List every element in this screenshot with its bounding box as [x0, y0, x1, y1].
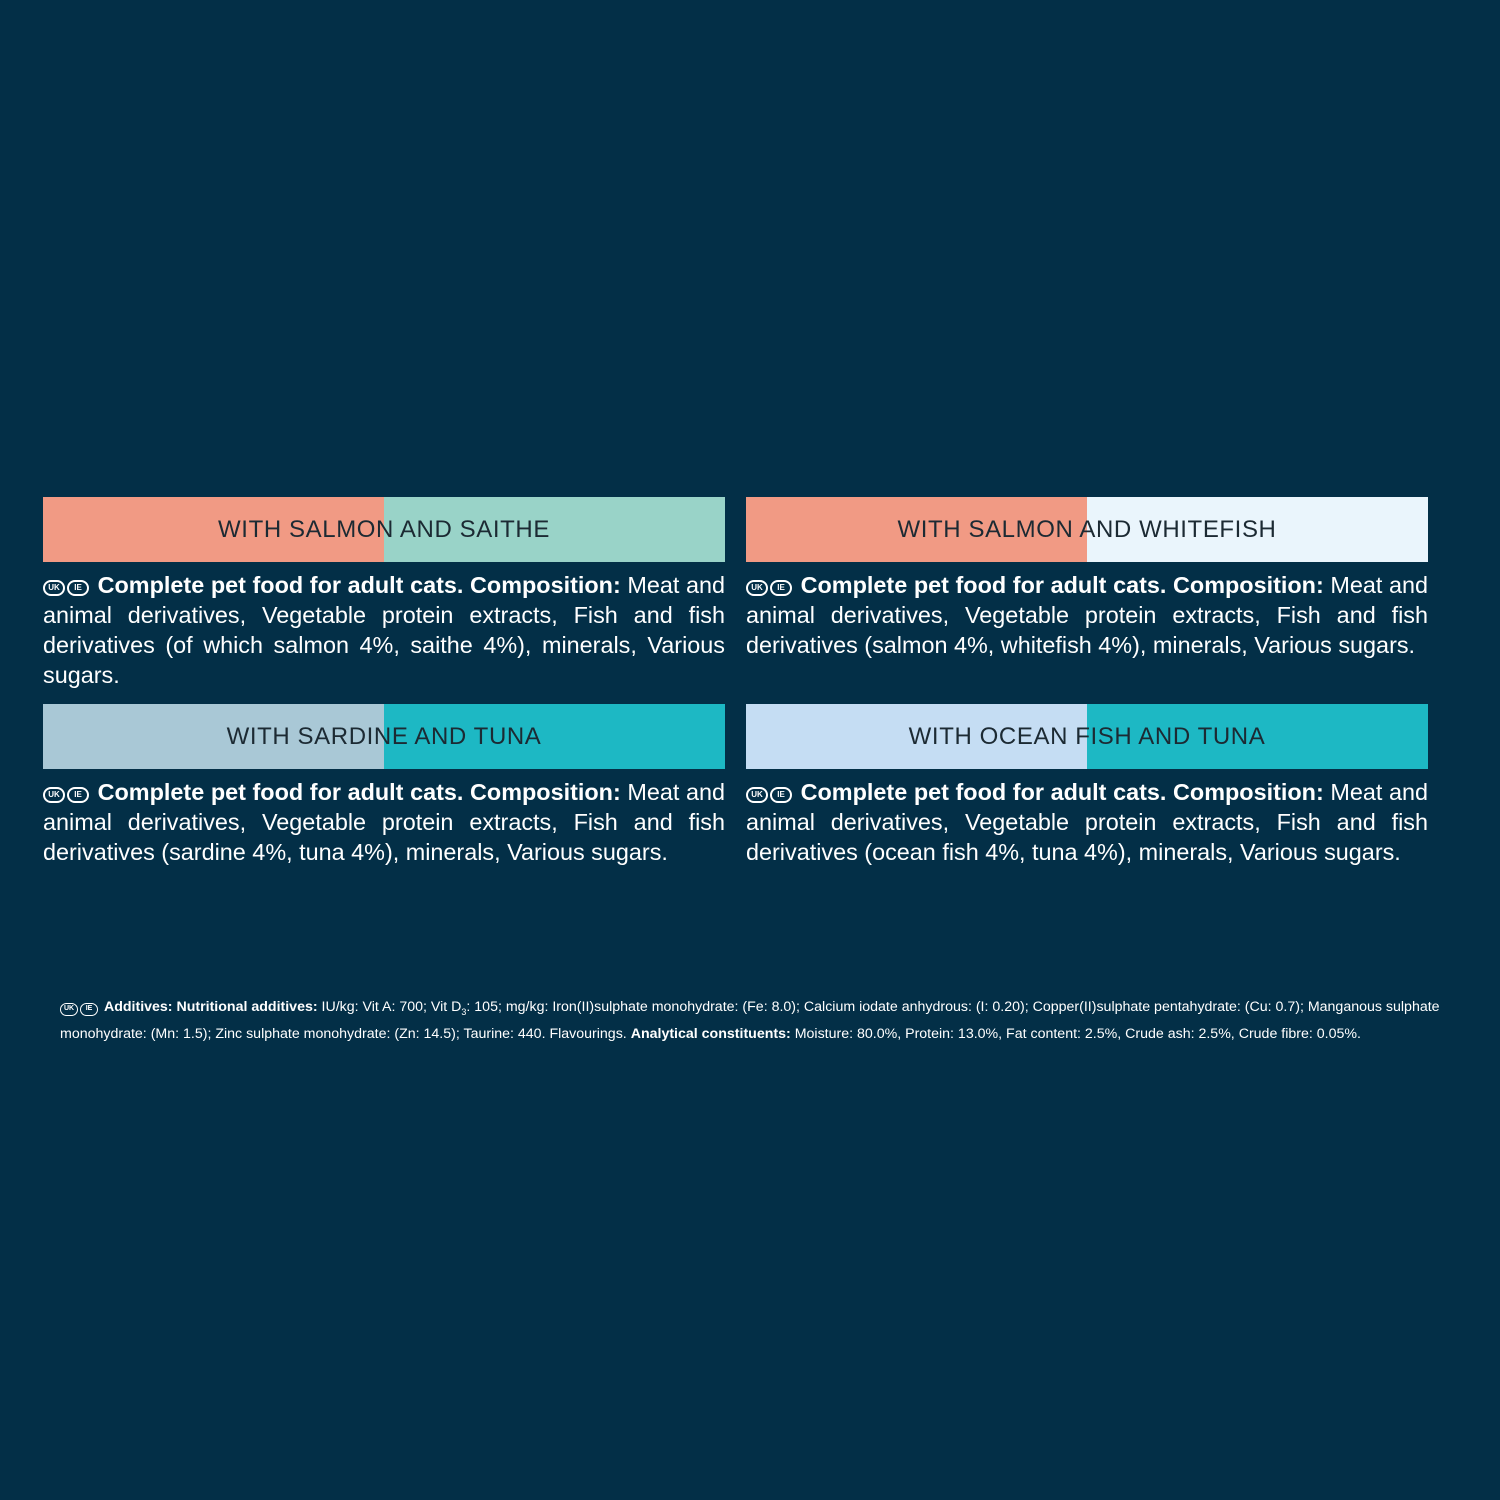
composition-body: Meat and animal derivatives, Vegetable protein extracts, Fish and fish derivatives (of which salmon 4%, saithe 4%), minerals, Various sugars.	[43, 572, 726, 688]
variant-title: WITH SALMON AND WHITEFISH	[897, 515, 1277, 543]
uk-flag-icon: UK	[746, 580, 768, 596]
additives-text-a: IU/kg: Vit A: 700; Vit D	[321, 999, 462, 1015]
uk-flag-icon: UK	[746, 787, 768, 803]
composition-body: Meat and animal derivatives, Vegetable protein extracts, Fish and fish derivatives (salmon 4%, whitefish 4%), minerals, Various sugars.	[746, 572, 1429, 658]
uk-flag-icon: UK	[43, 580, 65, 596]
product-card	[746, 497, 1428, 660]
composition-lead: Complete pet food for adult cats. Composition:	[800, 572, 1324, 598]
product-card	[746, 704, 1428, 867]
product-card	[43, 704, 725, 867]
ie-flag-icon: IE	[80, 1003, 98, 1016]
variant-banner	[746, 497, 1428, 562]
uk-flag-icon: UK	[60, 1003, 78, 1016]
composition-lead: Complete pet food for adult cats. Composition:	[97, 572, 621, 598]
composition-text	[43, 570, 725, 690]
analytical-text: Moisture: 80.0%, Protein: 13.0%, Fat content: 2.5%, Crude ash: 2.5%, Crude fibre: 0.05%.	[794, 1025, 1361, 1042]
product-card	[43, 497, 725, 690]
additives-subscript: 3	[461, 1006, 467, 1017]
variant-title: WITH SALMON AND SAITHE	[218, 515, 550, 543]
composition-body: Meat and animal derivatives, Vegetable protein extracts, Fish and fish derivatives (ocean fish 4%, tuna 4%), minerals, Various sugars.	[746, 779, 1429, 865]
composition-lead: Complete pet food for adult cats. Composition:	[800, 779, 1324, 805]
variant-banner	[746, 704, 1428, 769]
ie-flag-icon: IE	[67, 787, 89, 803]
variant-title: WITH OCEAN FISH AND TUNA	[908, 722, 1266, 750]
composition-text	[43, 777, 725, 867]
variant-title: WITH SARDINE AND TUNA	[226, 722, 542, 750]
analytical-label: Analytical constituents:	[630, 1025, 791, 1042]
composition-body: Meat and animal derivatives, Vegetable protein extracts, Fish and fish derivatives (sardine 4%, tuna 4%), minerals, Various sugars.	[43, 779, 726, 865]
uk-flag-icon: UK	[43, 787, 65, 803]
additives-text-b: : 105; mg/kg: Iron(II)sulphate monohydrate: (Fe: 8.0); Calcium iodate anhydrous: (I: 0.20); Copper(II)sulphate pentahydrate: (Cu: 0.7); Manganous sulphate monohydrate: (Mn: 1.5); Zinc sulphate monohydrate: (Zn: 14.5); Taurine: 440. Flavourings.	[60, 999, 1440, 1042]
composition-lead: Complete pet food for adult cats. Composition:	[97, 779, 621, 805]
composition-text	[746, 570, 1428, 660]
variant-banner	[43, 704, 725, 769]
variant-banner	[43, 497, 725, 562]
ie-flag-icon: IE	[67, 580, 89, 596]
additives-footer	[60, 996, 1442, 1045]
ie-flag-icon: IE	[770, 580, 792, 596]
additives-label: Additives: Nutritional additives:	[103, 999, 318, 1015]
composition-text	[746, 777, 1428, 867]
ie-flag-icon: IE	[770, 787, 792, 803]
